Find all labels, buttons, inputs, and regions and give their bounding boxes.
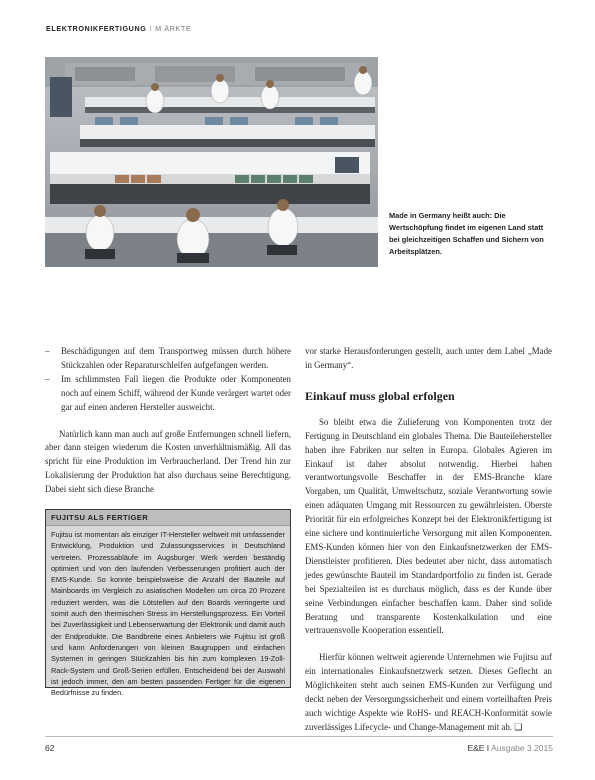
header-separator: I [149,24,153,33]
footer-publication [467,743,553,753]
end-mark: ❑ [514,721,523,732]
left-column [45,345,291,497]
info-box-title: FUJITSU ALS FERTIGER [46,510,290,526]
bullet-item: – Im schlimmsten Fall liegen die Produkte oder Komponenten noch auf einem Schiff, während der Kunde verärgert wartet oder gar auf einen anderen Hersteller ausweicht. [45,373,291,415]
production-photo [45,57,378,267]
right-column [305,345,552,735]
body-paragraph: So bleibt etwa die Zulieferung von Komponenten trotz der Fertigung in Deutschland ein globales Thema. Die Bauteilehersteller haben ihre Fabriken nur selten in Europa. Globales Agieren im Einkauf ist daher absolut notwendig. Hierbei haben verantwortungsvolle Beschaffer in der EMS-Branche klare Vorgaben, um Qualität, Umweltschutz, soziale Verantwortung sowie einen adäquaten Umgang mit Ressourcen zu gewährleisten. Oberste Priorität für ein erfolgreiches Konzept bei der Elektronikfertigung ist eine sichere und kontinuierliche Versorgung mit allen Komponenten. EMS-Kunden können hier von den Einkaufsnetzwerken der EMS-Dienstleister profitieren. Dies bedeutet aber nicht, dass automatisch jedes gewünschte Bauteil im Standardportfolio zu finden ist. Gerade bei Spezialteilen ist es durchaus möglich, dass es der Kunde über seine Verbindungen einfacher beschaffen kann. Daher sind solide Beratung und transparente Kostenkalkulation und eine vertrauensvolle Kooperation essentiell. [305,416,552,636]
publication-name: E&E I [467,743,490,753]
bullet-list [45,345,291,415]
info-box [45,509,291,698]
bullet-item: – Beschädigungen auf dem Transportweg müssen durch höhere Stückzahlen oder Reparaturschleifen aufgefangen werden. [45,345,291,373]
production-photo-illustration [45,57,378,267]
header-subsection: M ÄRKTE [155,24,192,33]
body-paragraph-closing [305,651,552,734]
body-paragraph: Natürlich kann man auch auf große Entfernungen schnell liefern, aber dann steigen wiederum die Kosten unverhältnismäßig. All das spricht für eine Produktion im Verbraucherland. Der Trend hin zur Lokalisierung der Produktion hat also durchaus seine Berechtigung. Dabei sieht sich diese Branche [45,428,291,495]
photo-caption: Made in Germany heißt auch: Die Wertschöpfung findet im eigenen Land statt bei gleichzeitigen Schaffen und Sichern von Arbeitsplätzen. [389,211,544,257]
body-paragraph-continued: vor starke Herausforderungen gestellt, auch unter dem Label „Made in Germany“. [305,346,552,370]
issue-label: Ausgabe 3.2015 [491,743,553,753]
running-header [46,24,191,33]
section-heading: Einkauf muss global erfolgen [305,388,455,403]
closing-text: Hierfür können weltweit agierende Unternehmen wie Fujitsu auf ein internationales Einkaufsnetzwerk setzen. Dieses Geflecht an Möglichkeiten steht auch seinen EMS-Kunden zur Verfügung und deckt neben der Versorgungssicherheit und einem vorteilhaften Preis auch wichtige Aspekte wie RoHS- und REACH-Konformität sowie zuverlässiges Lifecycle- und Change-Management mit ab. [305,652,552,732]
info-box-body: Fujitsu ist momentan als einziger IT-Hersteller weltweit mit umfassender Entwicklung, Produktion und Zulassungsservices in Deutschland vertreten. Prozessabläufe im Augsburger Werk werden beständig optimiert und von den laufenden Verbesserungen profitiert auch der EMS-Kunde. So konnte beispielsweise die Anzahl der Bauteile auf Mainboards im Vergleich zu asiatischen Modellen um circa 20 Prozent reduziert werden, was die Lötstellen auf den Boards verringerte und somit auch den thermischen Stress im Herstellungsprozess. Ein Vorteil bei Zuverlässigkeit und Lebenserwartung der Elektronik und damit auch der Endprodukte. Die Bandbreite eines Anbieters wie Fujitsu ist groß und kann Anforderungen von kleinen Baugruppen und einfachen Systemen in geringen Stückzahlen bis hin zum komplexen 19-Zoll-Rack-System und Groß-Serien erfüllen. Entscheidend bei der Auswahl ist jedoch immer, den am besten passenden Fertiger für die eigenen Bedürfnisse zu finden. [51,530,285,698]
footer-rule [45,736,553,737]
header-section: ELEKTRONIKFERTIGUNG [46,24,147,33]
page-number: 62 [45,743,55,753]
